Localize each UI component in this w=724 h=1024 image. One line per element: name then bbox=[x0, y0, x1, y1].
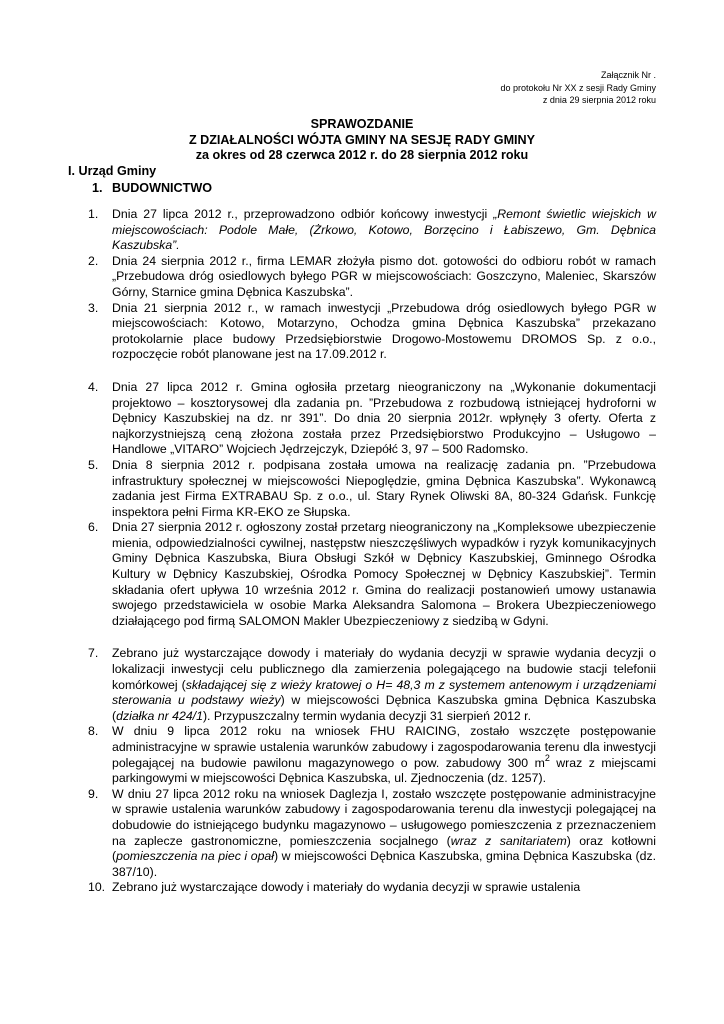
item-text-italic: wraz z sanitariatem bbox=[450, 833, 567, 848]
title-line-3: za okres od 28 czerwca 2012 r. do 28 sierpnia 2012 roku bbox=[195, 148, 529, 163]
superscript: 2 bbox=[544, 752, 550, 763]
item-number: 10. bbox=[88, 880, 106, 895]
attachment-header bbox=[500, 69, 656, 107]
item-text: ) w miejscowości Dębnica Kaszubska, gmina Dębnica Kaszubska (dz. 387/10). bbox=[112, 849, 657, 879]
report-items bbox=[88, 207, 656, 896]
list-item bbox=[88, 520, 656, 629]
item-text: Dnia 27 sierpnia 2012 r. ogłoszony został przetarg nieograniczony na „Kompleksowe ubezpieczenie mienia, odpowiedzialności cywilnej, następstw nieszczęśliwych wypadków i ryzyk komunikacyjnych Gminy Dębnica Kaszubska, Biura Obsługi Szkół w Dębnicy Kaszubskiej, Gminnego Ośrodka Kultury w Dębnicy Kaszubskiej, Ośrodka Pomocy Społecznej w Dębnicy Kaszubskiej”. Termin składania ofert upływa 10 września 2012 r. Gmina do realizacji postanowień umowy ustanawia swojego przedstawiciela w osobie Marka Aleksandra Salomona – Brokera Ubezpieczeniowego działającego pod firmą SALOMON Makler Ubezpieczeniowy z siedzibą w Gdyni. bbox=[112, 520, 656, 628]
item-text: Dnia 24 sierpnia 2012 r., firma LEMAR złożyła pismo dot. gotowości do odbioru robót w ramach „Przebudowa dróg osiedlowych byłego PGR w miejscowościach: Goszczyno, Maleniec, Skarszów Górny, Starnice gmina Dębnica Kaszubska”. bbox=[112, 253, 656, 299]
report-title bbox=[0, 117, 724, 164]
item-text-italic: działka nr 424/1 bbox=[116, 708, 203, 723]
item-text-italic: składającej się z wieży kratowej o H= 48,3 m z systemem antenowym i urządzeniami sterowania u podstawy wieży bbox=[112, 677, 656, 708]
item-text: Dnia 27 lipca 2012 r., przeprowadzono odbiór końcowy inwestycji bbox=[112, 207, 494, 221]
item-text-italic: pomieszczenia na piec i opał bbox=[116, 849, 274, 864]
date-line: z dnia 29 sierpnia 2012 roku bbox=[542, 95, 656, 105]
item-number: 8. bbox=[88, 724, 99, 739]
item-number: 1. bbox=[88, 207, 99, 221]
list-item bbox=[88, 458, 656, 520]
protocol-line: do protokołu Nr XX z sesji Rady Gminy bbox=[500, 82, 656, 93]
attachment-line: Załącznik Nr . bbox=[600, 70, 656, 80]
item-number: 4. bbox=[88, 379, 99, 394]
subsection-heading bbox=[92, 180, 212, 196]
subsection-label: BUDOWNICTWO bbox=[112, 181, 213, 195]
item-number: 3. bbox=[88, 300, 99, 315]
list-item bbox=[88, 380, 656, 458]
item-text-italic: „Remont świetlic wiejskich w miejscowościach: Podole Małe, (Żrkowo, Kotowo, Borzęcino i Łabiszewo, Gm. Dębnica Kaszubska”. bbox=[112, 207, 656, 253]
item-number: 9. bbox=[88, 786, 99, 801]
item-number: 2. bbox=[88, 253, 99, 268]
item-text: W dniu 27 lipca 2012 roku na wniosek Daglezja I, zostało wszczęte postępowanie administracyjne w sprawie ustalenia warunków zabudowy i zagospodarowania terenu dla inwestycji polegającej na dobudowie do istniejącego budynku magazynowo – usługowego pomieszczenia z przeznaczeniem na zaplecze gastronomiczne, pomieszczenia socjalnego ( bbox=[112, 786, 656, 848]
title-line-1: SPRAWOZDANIE bbox=[310, 117, 414, 131]
list-item bbox=[88, 646, 656, 724]
item-text: Dnia 27 lipca 2012 r. Gmina ogłosiła przetarg nieograniczony na „Wykonanie dokumentacji projektowo – kosztorysowej dla zadania pn. ”Przebudowa z rozbudową istniejącej hydroforni w Dębnicy Kaszubskiej na dz. nr 391”. Do dnia 20 sierpnia 2012r. wpłynęły 3 oferty. Oferta z najkorzystniejszą ceną złożona została przez Przedsiębiorstwo Produkcyjno – Usługowo – Handlowe „VITARO” Wojciech Jędrzejczyk, Dziepółć 3, 97 – 500 Radomsko. bbox=[112, 379, 656, 457]
title-line-2: Z DZIAŁALNOŚCI WÓJTA GMINY NA SESJĘ RADY GMINY bbox=[188, 132, 536, 147]
item-text: Zebrano już wystarczające dowody i materiały do wydania decyzji w sprawie ustalenia bbox=[112, 880, 581, 895]
item-text: wraz z miejscami parkingowymi w miejscowości Dębnica Kaszubska, ul. Zjednoczenia (dz. 1257). bbox=[112, 755, 656, 786]
item-number: 7. bbox=[88, 646, 99, 661]
item-number: 6. bbox=[88, 520, 99, 535]
item-text: W dniu 9 lipca 2012 roku na wniosek FHU RAICING, zostało wszczęte postępowanie administracyjne w sprawie ustalenia warunków zabudowy i zagospodarowania terenu dla inwestycji polegającej na budowie pawilonu magazynowego o pow. zabudowy 300 m bbox=[112, 724, 656, 770]
item-number: 5. bbox=[88, 457, 99, 472]
list-item bbox=[88, 254, 656, 301]
list-item bbox=[88, 724, 656, 786]
spacer bbox=[88, 629, 656, 646]
subsection-number: 1. bbox=[92, 181, 103, 195]
list-item bbox=[88, 301, 656, 363]
spacer bbox=[88, 363, 656, 380]
item-text: ) oraz kotłowni ( bbox=[112, 833, 656, 864]
item-text: Zebrano już wystarczające dowody i materiały do wydania decyzji w sprawie wydania decyzji o lokalizacji inwestycji celu publicznego dla zamierzenia polegającego na budowie stacji telefonii komórkowej ( bbox=[112, 646, 656, 692]
item-text: ). Przypuszczalny termin wydania decyzji 31 sierpień 2012 r. bbox=[202, 708, 532, 723]
section-heading: I. Urząd Gminy bbox=[68, 164, 157, 178]
item-text: ) w miejscowości Dębnica Kaszubska gmina Dębnica Kaszubska ( bbox=[112, 693, 656, 723]
item-text: Dnia 21 sierpnia 2012 r., w ramach inwestycji „Przebudowa dróg osiedlowych byłego PGR w miejscowościach: Kotowo, Motarzyno, Ochodza gmina Dębnica Kaszubska” przekazano protokolarnie place budowy Przedsiębiorstwie Drogowo-Mostowemu DROMOS Sp. z o.o., rozpoczęcie robót planowane jest na 17.09.2012 r. bbox=[112, 300, 656, 362]
list-item bbox=[88, 880, 656, 896]
item-text: Dnia 8 sierpnia 2012 r. podpisana została umowa na realizację zadania pn. ”Przebudowa infrastruktury społecznej w miejscowości Niepoględzie, gmina Dębnica Kaszubska”. Wykonawcą zadania jest Firma EXTRABAU Sp. z o.o., ul. Stary Rynek Oliwski 8A, 80-324 Gdańsk. Funkcję inspektora pełni Firma KR-EKO ze Słupska. bbox=[112, 457, 656, 519]
list-item bbox=[88, 207, 656, 254]
list-item bbox=[88, 787, 656, 881]
